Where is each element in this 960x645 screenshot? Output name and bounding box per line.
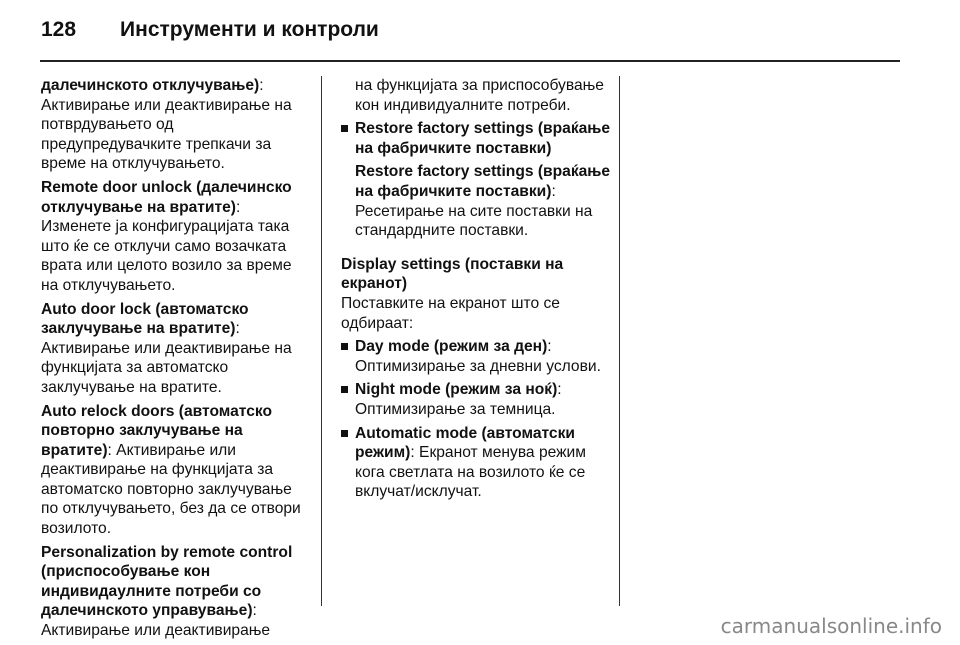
bullet-item: Restore factory settings (враќање на фабричките поставки) — [341, 119, 611, 158]
paragraph: Restore factory settings (враќање на фабричките поставки): Ресетирање на сите поставки на стандардните поставки. — [355, 163, 611, 240]
watermark: carmanualsonline.info — [720, 614, 942, 638]
bullet-item: Night mode (режим за ноќ): Оптимизирање за темница. — [341, 380, 611, 419]
column-divider-2 — [619, 76, 620, 606]
header-rule — [40, 60, 900, 62]
column-divider-1 — [321, 76, 322, 606]
bullet-item: Automatic mode (автоматски режим): Екранот менува режим кога светлата на возилото ќе се вклучат/исклучат. — [341, 424, 611, 502]
bullet-item: Day mode (режим за ден): Оптимизирање за дневни услови. — [341, 337, 611, 376]
paragraph: Personalization by remote control (приспособување кон индивидаулните потреби со далечинското управување): Активирање или деактивирање — [41, 543, 293, 640]
paragraph: далечинското отклучување): Активирање или деактивирање на потврдувањето од предупредувачките трепкачи за време на отклучувањето. — [41, 77, 292, 173]
column-left — [41, 76, 311, 645]
paragraph: Auto door lock (автоматско заклучување на вратите): Активирање или деактивирање на функцијата за автоматско заклучување на вратите. — [41, 300, 292, 396]
page-title: Инструменти и контроли — [120, 18, 379, 41]
column-middle — [341, 76, 611, 506]
paragraph: Auto relock doors (автоматско повторно заклучување на вратите): Активирање или деактивирање на функцијата за автоматско повторно заклучување по отклучувањето, без да се отвори возилото. — [41, 402, 301, 538]
paragraph: Поставките на екранот што се одбираат: — [341, 294, 560, 332]
paragraph: на функцијата за приспособување кон индивидуалните потреби. — [355, 77, 604, 114]
page-header — [41, 18, 379, 48]
paragraph: Remote door unlock (далечинско отклучување на вратите): Изменете ја конфигурацијата така што ќе се отклучи само возачката врата или целото возило за време на отклучувањето. — [41, 178, 292, 294]
page-number: 128 — [41, 18, 77, 41]
section-heading: Display settings (поставки на екранот) — [341, 255, 564, 293]
